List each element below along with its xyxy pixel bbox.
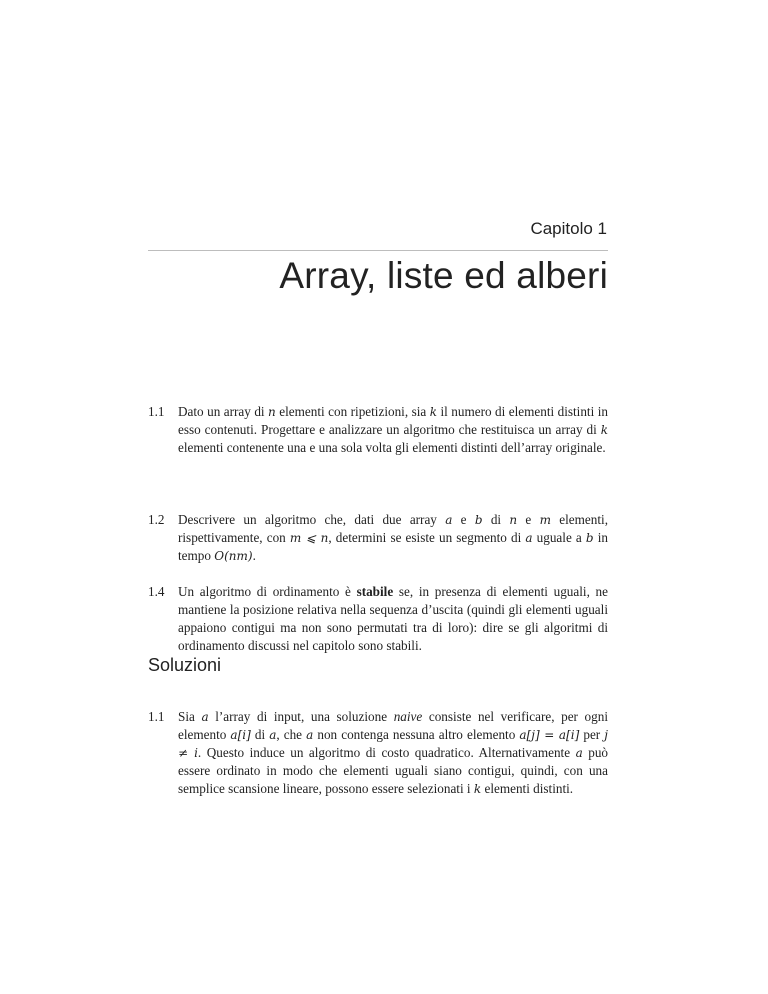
math-expression: n — [268, 405, 276, 419]
math-expression: a — [445, 513, 453, 527]
math-expression: a[i] — [230, 728, 251, 742]
math-expression: b — [585, 531, 594, 545]
chapter-rule — [148, 250, 608, 251]
math-expression: a — [306, 728, 314, 742]
math-expression: k — [429, 405, 437, 419]
exercise-text: Descrivere un algoritmo che, dati due array a e b di n e m elementi, rispettivamente, con m ⩽ n, determini se esiste un segmento di a uguale a b in tempo O(nm). — [178, 512, 608, 563]
math-expression: a — [269, 728, 277, 742]
math-expression: k — [600, 423, 608, 437]
math-expression: O(nm) — [214, 549, 253, 563]
math-expression: k — [473, 782, 482, 796]
solution-text: Sia a l’array di input, una soluzione naive consiste nel verificare, per ogni elemento a[i] di a, che a non contenga nessuna altro elemento a[j] = a[i] per j ≠ i. Questo induce un algoritmo di costo quadratico. Alternativamente a può essere ordinato in modo che elementi uguali siano contigui, quindi, con una semplice scansione lineare, possono essere selezionati i k elementi distinti. — [178, 709, 608, 796]
exercise-number: 1.2 — [148, 512, 165, 527]
exercise-text: Dato un array di n elementi con ripetizioni, sia k il numero di elementi distinti in esso contenuti. Progettare e analizzare un algoritmo che restituisca un array di k elementi contenente una e una sola volta gli elementi distinti dell’array originale. — [178, 404, 608, 455]
italic-term: naive — [393, 709, 423, 724]
math-expression: a — [525, 531, 533, 545]
solutions-heading: Soluzioni — [148, 655, 222, 675]
math-expression: n — [509, 513, 518, 527]
exercise-item — [148, 511, 608, 565]
math-expression: m ⩽ n — [289, 531, 329, 545]
chapter-label: Capitolo 1 — [530, 219, 607, 238]
exercise-item — [148, 583, 608, 655]
math-expression: a[j] = a[i] — [519, 728, 580, 742]
exercise-item — [148, 403, 608, 457]
math-expression: a — [575, 746, 583, 760]
math-expression: b — [474, 513, 483, 527]
solution-number: 1.1 — [148, 709, 165, 724]
bold-term: stabile — [356, 584, 394, 599]
exercise-number: 1.4 — [148, 584, 165, 599]
solution-item — [148, 708, 608, 798]
math-expression: m — [539, 513, 551, 527]
exercise-number: 1.1 — [148, 404, 165, 419]
math-expression: a — [201, 710, 209, 724]
math-expression: j ≠ i — [178, 728, 608, 760]
exercise-text: Un algoritmo di ordinamento è stabile se, in presenza di elementi uguali, ne mantiene la posizione relativa nella sequenza d’uscita (quindi gli elementi uguali appaiono contigui ma non sono permutati tra di loro): dire se gli algoritmi di ordinamento discussi nel capitolo sono stabili. — [178, 584, 609, 653]
chapter-title: Array, liste ed alberi — [279, 255, 608, 296]
